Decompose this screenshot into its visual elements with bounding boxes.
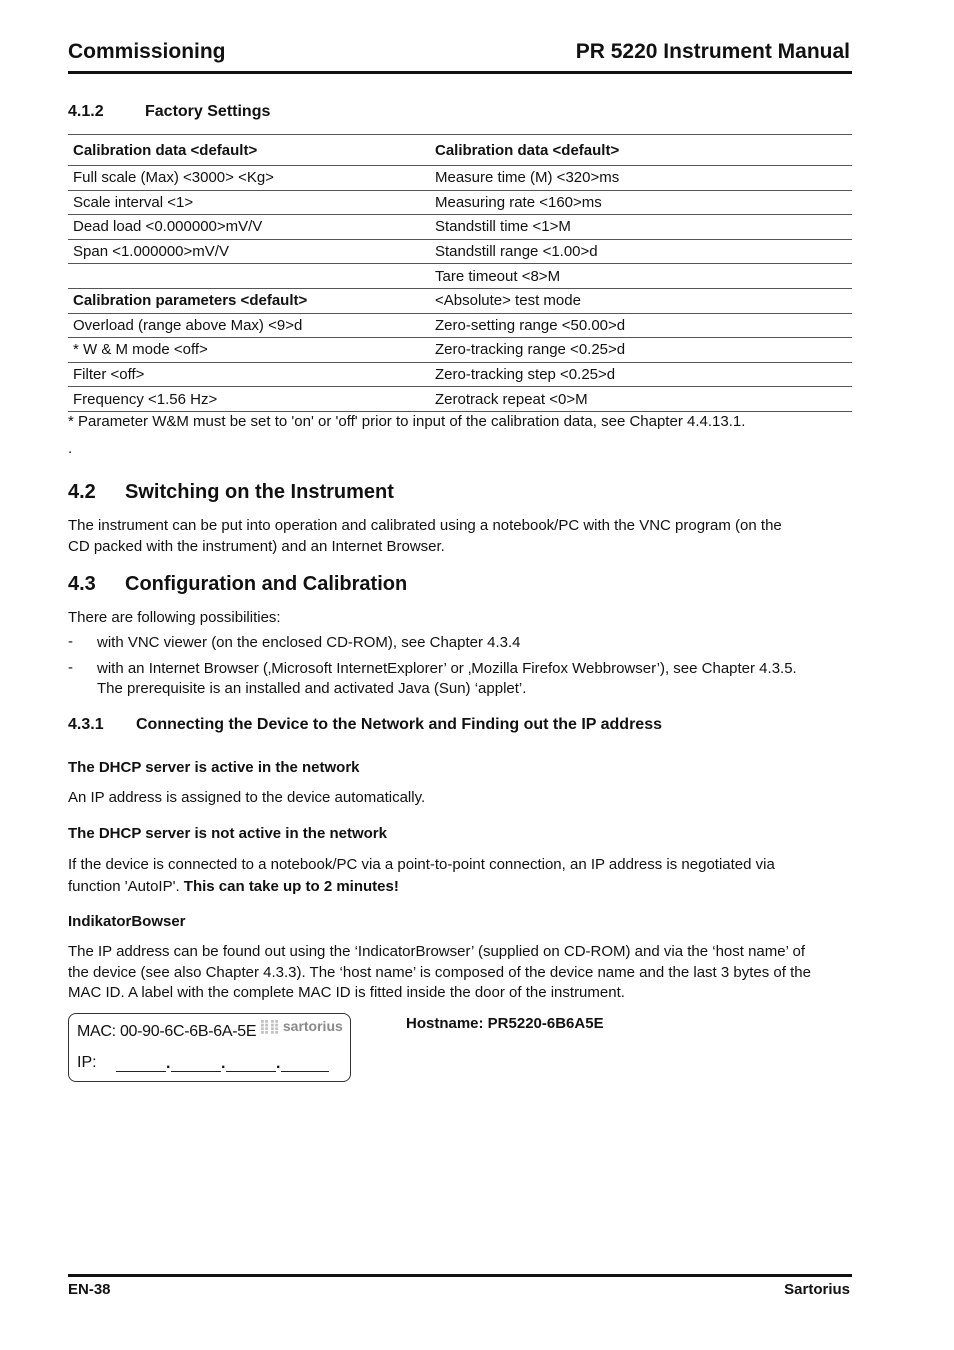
footer-rule — [68, 1274, 852, 1277]
section-4-1-2-number: 4.1.2 — [68, 103, 104, 120]
table-row — [68, 190, 852, 215]
table-footnote: * Parameter W&M must be set to 'on' or 'off' prior to input of the calibration data, see Chapter 4.4.13.1. — [68, 413, 746, 430]
footer-brand: Sartorius — [784, 1281, 850, 1298]
table-row — [68, 338, 852, 363]
ip-label-text: IP: — [77, 1054, 97, 1071]
table-cell-left: Calibration data <default> — [68, 135, 430, 166]
stray-dot: . — [68, 440, 73, 457]
header-rule — [68, 71, 852, 74]
table-row — [68, 239, 852, 264]
ip-separator: . — [166, 1055, 171, 1072]
dhcp-inactive-body: If the device is connected to a notebook/PC via a point-to-point connection, an IP address is negotiated via function 'AutoIP'. This can take up to 2 minutes! — [68, 856, 775, 895]
table-cell-right: Zero-tracking range <0.25>d — [430, 338, 852, 363]
table-cell-right: Measuring rate <160>ms — [430, 190, 852, 215]
table-cell-right: Zerotrack repeat <0>M — [430, 387, 852, 412]
table-row — [68, 313, 852, 338]
ip-blank-1 — [116, 1071, 166, 1072]
mac-address-text: MAC: 00-90-6C-6B-6A-5E — [77, 1023, 257, 1040]
hostname-example: Hostname: PR5220-6B6A5E — [406, 1015, 604, 1032]
table-cell-right: <Absolute> test mode — [430, 288, 852, 313]
bullet-marker: - — [68, 633, 73, 650]
table-row — [68, 387, 852, 412]
ip-blank-3 — [226, 1071, 276, 1072]
table-cell-right: Measure time (M) <320>ms — [430, 166, 852, 191]
table-cell-left: Filter <off> — [68, 362, 430, 387]
table-row — [68, 135, 852, 166]
section-4-3-number: 4.3 — [68, 573, 96, 595]
table-cell-right: Zero-tracking step <0.25>d — [430, 362, 852, 387]
table-cell-right: Tare timeout <8>M — [430, 264, 852, 289]
table-cell-left: Frequency <1.56 Hz> — [68, 387, 430, 412]
table-cell-left — [68, 264, 430, 289]
bullet-vnc: with VNC viewer (on the enclosed CD-ROM), see Chapter 4.3.4 — [97, 634, 521, 651]
section-4-2-title: Switching on the Instrument — [125, 481, 394, 503]
ip-blank-2 — [171, 1071, 221, 1072]
ip-separator: . — [221, 1055, 226, 1072]
table-cell-right: Standstill range <1.00>d — [430, 239, 852, 264]
autoip-warning: This can take up to 2 minutes! — [183, 878, 399, 895]
section-4-3-intro: There are following possibilities: — [68, 609, 281, 626]
table-cell-left: Calibration parameters <default> — [68, 288, 430, 313]
table-cell-left: Dead load <0.000000>mV/V — [68, 215, 430, 240]
dhcp-active-body: An IP address is assigned to the device automatically. — [68, 789, 426, 806]
table-cell-left: Overload (range above Max) <9>d — [68, 313, 430, 338]
chapter-title: Commissioning — [68, 40, 226, 63]
dhcp-inactive-heading: The DHCP server is not active in the network — [68, 825, 387, 842]
dhcp-active-heading: The DHCP server is active in the network — [68, 759, 360, 776]
table-cell-left: * W & M mode <off> — [68, 338, 430, 363]
page-number: EN-38 — [68, 1281, 111, 1298]
table-cell-left: Scale interval <1> — [68, 190, 430, 215]
section-4-3-1-title: Connecting the Device to the Network and Finding out the IP address — [136, 716, 662, 733]
logo-dots-icon: ⣿⣿ — [259, 1018, 279, 1034]
table-cell-left: Span <1.000000>mV/V — [68, 239, 430, 264]
table-row — [68, 264, 852, 289]
factory-settings-table — [68, 134, 852, 412]
table-row — [68, 288, 852, 313]
bullet-marker: - — [68, 659, 73, 676]
bullet-browser: with an Internet Browser (‚Microsoft InternetExplorer’ or ‚Mozilla Firefox Webbrowser’), see Chapter 4.3.5. The prerequisite is an installed and activated Java (Sun) ‘applet’. — [97, 660, 797, 697]
table-cell-right: Calibration data <default> — [430, 135, 852, 166]
section-4-2-body: The instrument can be put into operation and calibrated using a notebook/PC with the VNC program (on the CD packed with the instrument) and an Internet Browser. — [68, 517, 782, 555]
table-cell-right: Standstill time <1>M — [430, 215, 852, 240]
table-row — [68, 166, 852, 191]
ip-blank-4 — [281, 1071, 329, 1072]
section-4-1-2-title: Factory Settings — [145, 103, 271, 120]
table-row — [68, 215, 852, 240]
indicator-browser-body: The IP address can be found out using the ‘IndicatorBrowser’ (supplied on CD-ROM) and via the ‘host name’ of the device (see also Chapter 4.3.3). The ‘host name’ is composed of the device name and the last 3 bytes of the MAC ID. A label with the complete MAC ID is fitted inside the door of the instrument. — [68, 943, 811, 1001]
section-4-3-title: Configuration and Calibration — [125, 573, 408, 595]
table-cell-right: Zero-setting range <50.00>d — [430, 313, 852, 338]
section-4-2-number: 4.2 — [68, 481, 96, 503]
section-4-3-1-number: 4.3.1 — [68, 716, 104, 733]
manual-title: PR 5220 Instrument Manual — [575, 40, 850, 63]
table-row — [68, 362, 852, 387]
ip-separator: . — [276, 1055, 281, 1072]
indicator-browser-heading: IndikatorBowser — [68, 913, 186, 930]
sartorius-logo: ⣿⣿ sartorius — [259, 1018, 343, 1034]
table-cell-left: Full scale (Max) <3000> <Kg> — [68, 166, 430, 191]
